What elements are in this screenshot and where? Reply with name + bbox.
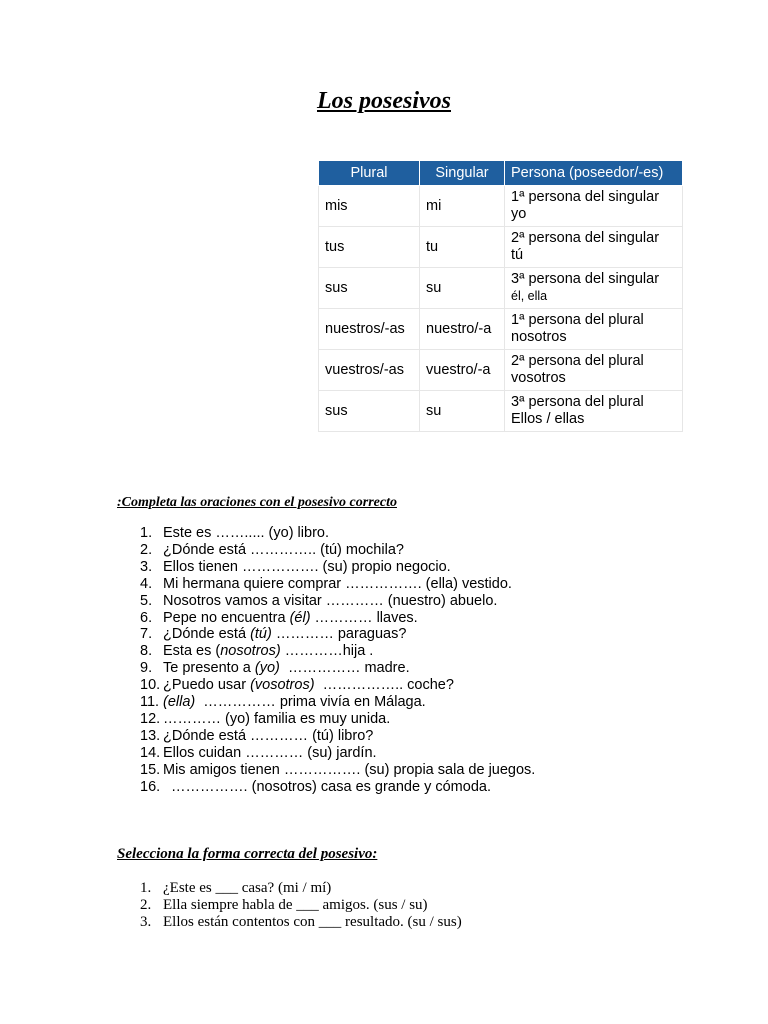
item-number: 3.	[140, 914, 152, 930]
item-text: ………… paraguas?	[271, 626, 407, 643]
item-number: 2.	[140, 897, 152, 913]
cell-singular: tu	[420, 227, 505, 268]
item-text: Ellos cuidan ………… (su) jardín.	[163, 744, 377, 761]
item-number: 16.	[140, 778, 161, 795]
exercise-item	[140, 643, 535, 660]
item-number: 1.	[140, 525, 153, 541]
exercise-item	[140, 745, 535, 762]
exercise-item	[140, 660, 535, 677]
item-number: 6.	[140, 609, 153, 626]
item-text: (ella)	[163, 694, 196, 711]
item-text: Ellos tienen ……………. (su) propio negocio.	[163, 558, 451, 575]
table-header-row	[319, 161, 683, 186]
persona-label: 2ª persona del plural	[511, 353, 644, 369]
persona-label: 1ª persona del plural	[511, 312, 644, 328]
cell-persona	[505, 186, 683, 227]
item-text: …………… prima vivía en Málaga.	[195, 694, 426, 711]
cell-plural: sus	[319, 268, 420, 309]
exercise-list-complete	[140, 525, 535, 796]
persona-pronoun: vosotros	[511, 370, 566, 386]
cell-singular: mi	[420, 186, 505, 227]
header-singular: Singular	[420, 161, 505, 186]
table-row	[319, 227, 683, 268]
cell-persona	[505, 350, 683, 391]
item-number: 9.	[140, 660, 153, 677]
exercise-item	[140, 576, 535, 593]
exercise-item	[140, 626, 535, 643]
item-number: 15.	[140, 761, 161, 778]
item-text: …………hija .	[280, 643, 374, 660]
item-text: Este es ……..... (yo) libro.	[163, 525, 329, 541]
exercise-item	[140, 694, 535, 711]
exercise-item	[140, 542, 535, 559]
cell-persona	[505, 309, 683, 350]
item-text: Te presento a	[163, 660, 255, 677]
item-number: 1.	[140, 880, 152, 896]
section-heading-complete: :Completa las oraciones con el posesivo correcto	[117, 495, 397, 510]
item-number: 4.	[140, 575, 153, 592]
cell-singular: vuestro/-a	[420, 350, 505, 391]
item-text: Pepe no encuentra	[163, 609, 290, 626]
exercise-item	[140, 711, 535, 728]
item-text: nosotros)	[220, 643, 281, 660]
exercise-item	[140, 610, 535, 627]
item-text: ¿Dónde está ………….. (tú) mochila?	[163, 541, 404, 558]
persona-pronoun: Ellos / ellas	[511, 411, 585, 427]
cell-plural: sus	[319, 391, 420, 432]
cell-singular: nuestro/-a	[420, 309, 505, 350]
item-text: ¿Dónde está	[163, 626, 251, 643]
persona-pronoun: él, ella	[511, 289, 548, 303]
possessives-table	[318, 160, 683, 432]
item-number: 5.	[140, 592, 153, 609]
item-text: …………… madre.	[279, 660, 410, 677]
exercise-item	[140, 914, 462, 931]
item-text: ………… llaves.	[310, 609, 418, 626]
item-number: 14.	[140, 744, 161, 761]
item-text: (tú)	[250, 626, 272, 643]
exercise-item	[140, 779, 535, 796]
exercise-item	[140, 593, 535, 610]
item-text: Mis amigos tienen ……………. (su) propia sala de juegos.	[163, 761, 536, 778]
item-text: ¿Puedo usar	[163, 677, 251, 694]
persona-pronoun: nosotros	[511, 329, 567, 345]
cell-plural: tus	[319, 227, 420, 268]
item-text: …………….. coche?	[314, 677, 454, 694]
item-number: 12.	[140, 710, 161, 727]
item-text: ……………. (nosotros) casa es grande y cómoda.	[163, 778, 491, 795]
item-text: Esta es (	[163, 643, 221, 660]
cell-singular: su	[420, 391, 505, 432]
persona-label: 3ª persona del plural	[511, 394, 644, 410]
persona-label: 3ª persona del singular	[511, 271, 660, 287]
exercise-item	[140, 677, 535, 694]
item-text: (vosotros)	[250, 677, 315, 694]
item-text: Ella siempre habla de ___ amigos. (sus / su)	[163, 897, 428, 913]
exercise-item	[140, 897, 462, 914]
table-row	[319, 391, 683, 432]
cell-persona	[505, 227, 683, 268]
header-persona: Persona (poseedor/-es)	[505, 161, 683, 186]
item-text: ¿Este es ___ casa? (mi / mí)	[163, 880, 332, 896]
cell-plural: vuestros/-as	[319, 350, 420, 391]
exercise-item	[140, 762, 535, 779]
table-row	[319, 309, 683, 350]
exercise-item	[140, 880, 462, 897]
item-text: (yo)	[254, 660, 280, 677]
item-text: ¿Dónde está ………… (tú) libro?	[163, 727, 374, 744]
item-number: 11.	[140, 694, 160, 711]
item-text: Ellos están contentos con ___ resultado. (su / sus)	[163, 914, 462, 930]
exercise-item	[140, 559, 535, 576]
item-number: 7.	[140, 626, 153, 643]
item-text: Nosotros vamos a visitar ………… (nuestro) abuelo.	[163, 592, 498, 609]
item-number: 2.	[140, 541, 153, 558]
cell-persona	[505, 391, 683, 432]
persona-pronoun: tú	[511, 247, 524, 263]
item-number: 10.	[140, 677, 161, 694]
cell-persona	[505, 268, 683, 309]
header-plural: Plural	[319, 161, 420, 186]
table-row	[319, 350, 683, 391]
item-text: Mi hermana quiere comprar ……………. (ella) vestido.	[163, 575, 512, 592]
cell-plural: mis	[319, 186, 420, 227]
persona-pronoun: yo	[511, 206, 527, 222]
item-number: 8.	[140, 643, 153, 660]
page-title: Los posesivos	[317, 88, 451, 114]
persona-label: 1ª persona del singular	[511, 189, 660, 205]
table-row	[319, 268, 683, 309]
item-text: ………… (yo) familia es muy unida.	[163, 710, 391, 727]
persona-label: 2ª persona del singular	[511, 230, 660, 246]
item-number: 13.	[140, 727, 161, 744]
cell-plural: nuestros/-as	[319, 309, 420, 350]
table-row	[319, 186, 683, 227]
section-heading-select: Selecciona la forma correcta del posesivo:	[117, 846, 378, 862]
item-number: 3.	[140, 558, 153, 575]
exercise-list-select	[140, 880, 462, 931]
cell-singular: su	[420, 268, 505, 309]
exercise-item	[140, 525, 535, 542]
exercise-item	[140, 728, 535, 745]
item-text: (él)	[289, 609, 311, 626]
